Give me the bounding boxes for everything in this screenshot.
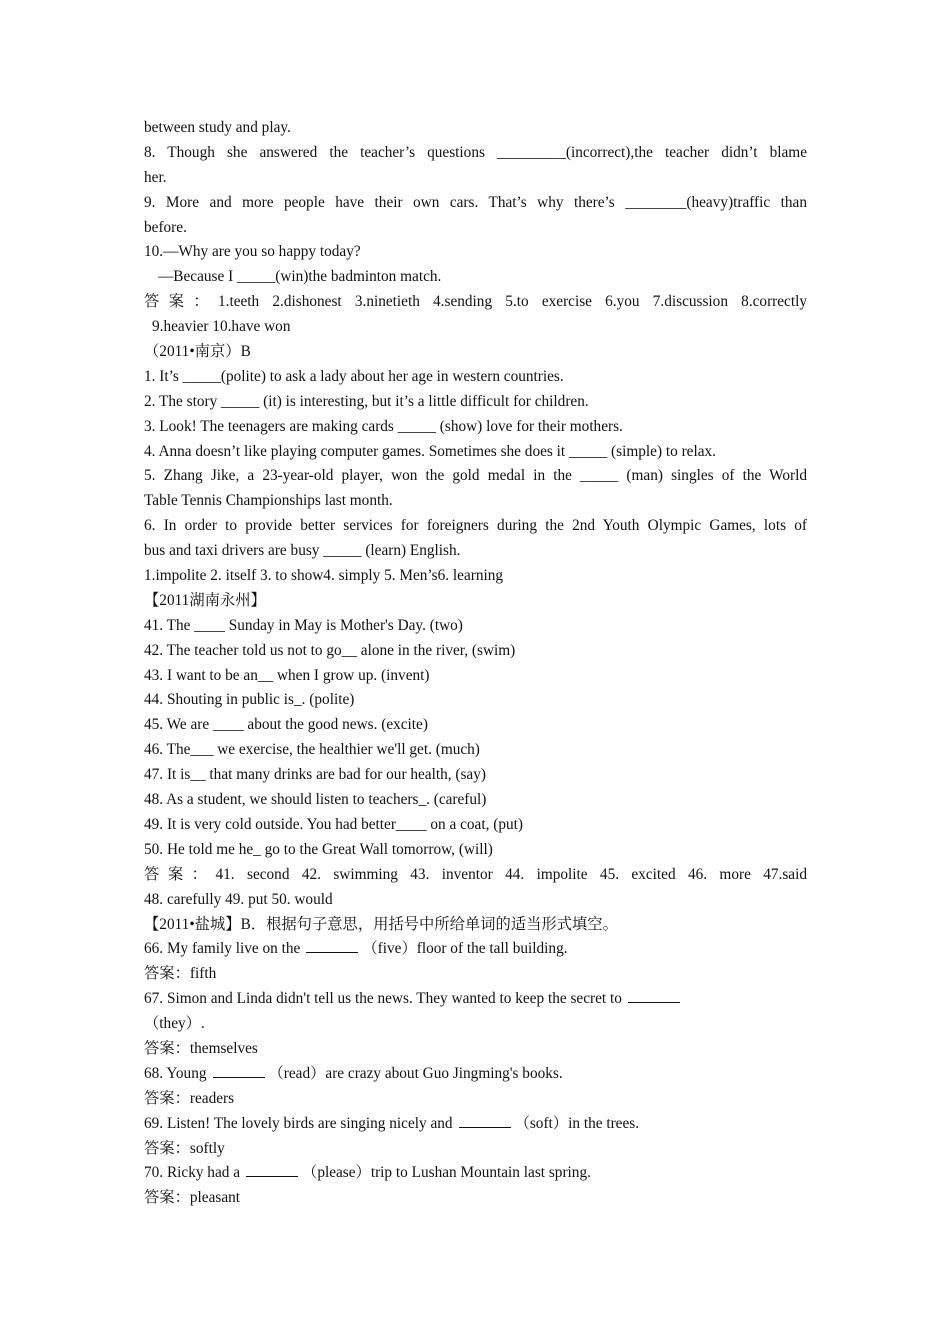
answer-blank (246, 1162, 298, 1177)
question-8: 8. Though she answered the teacher’s questions _________(incorrect),the teacher didn’t blame (144, 143, 807, 161)
question-text: 67. Simon and Linda didn't tell us the news. They wanted to keep the secret to (144, 990, 622, 1008)
question-line: 5. Zhang Jike, a 23-year-old player, won the gold medal in the _____ (man) singles of the World (144, 467, 807, 485)
answer-blank (628, 988, 680, 1003)
answer-blank (213, 1063, 265, 1078)
question-line: 45. We are ____ about the good news. (excite) (144, 716, 428, 734)
answer-line: 1.impolite 2. itself 3. to show4. simply 5. Men’s6. learning (144, 567, 504, 585)
question-10: 10.—Why are you so happy today? (144, 243, 361, 261)
question-text: 66. My family live on the (144, 940, 301, 958)
question-line: 48. As a student, we should listen to teachers_. (careful) (144, 791, 487, 809)
question-text: （soft）in the trees. (514, 1114, 640, 1132)
answer-blank (459, 1113, 511, 1128)
answer-line: 答案：41. second 42. swimming 43. inventor 44. impolite 45. excited 46. more 47.said (144, 865, 807, 883)
question-line: 41. The ____ Sunday in May is Mother's Day. (two) (144, 616, 463, 634)
answer-line: 9.heavier 10.have won (152, 318, 291, 336)
text-line: her. (144, 168, 167, 186)
text-line: Table Tennis Championships last month. (144, 492, 393, 510)
question-text: 69. Listen! The lovely birds are singing nicely and (144, 1114, 453, 1132)
question-line: 42. The teacher told us not to go__ alone in the river, (swim) (144, 641, 516, 659)
fill-question-66 (144, 937, 807, 962)
text-line: before. (144, 218, 187, 236)
question-text: 70. Ricky had a (144, 1164, 241, 1182)
question-line: 47. It is__ that many drinks are bad for our health, (say) (144, 766, 486, 784)
question-text: （read）are crazy about Guo Jingming's books. (268, 1064, 563, 1082)
question-text: （five）floor of the tall building. (362, 940, 568, 958)
question-line: 49. It is very cold outside. You had better____ on a coat, (put) (144, 815, 523, 833)
answer-line: 答案：fifth (144, 965, 217, 983)
fill-question-68 (144, 1062, 807, 1087)
question-text: 68. Young (144, 1064, 207, 1082)
question-text: （please）trip to Lushan Mountain last spring. (302, 1164, 591, 1182)
question-9: 9. More and more people have their own cars. That’s why there’s ________(heavy)traffic than (144, 193, 807, 211)
answer-line: 48. carefully 49. put 50. would (144, 890, 333, 908)
answer-line: 答案：pleasant (144, 1189, 241, 1207)
answer-line: 答案：1.teeth 2.dishonest 3.ninetieth 4.sending 5.to exercise 6.you 7.discussion 8.correctly (144, 293, 807, 311)
question-line: 1. It’s _____(polite) to ask a lady about her age in western countries. (144, 367, 564, 385)
text-line: —Because I _____(win)the badminton match. (158, 268, 442, 286)
answer-line: 答案：themselves (144, 1039, 258, 1057)
answer-line: 答案：readers (144, 1089, 235, 1107)
text-line: between study and play. (144, 119, 291, 136)
text-line: （they）. (144, 1015, 205, 1033)
question-line: 44. Shouting in public is_. (polite) (144, 691, 355, 709)
question-line: 4. Anna doesn’t like playing computer games. Sometimes she does it _____ (simple) to relax. (144, 442, 716, 460)
question-line: 3. Look! The teenagers are making cards _____ (show) love for their mothers. (144, 417, 623, 435)
question-line: 6. In order to provide better services for foreigners during the 2nd Youth Olympic Games, lots of (144, 517, 807, 535)
section-heading: 【2011•盐城】B．根据句子意思，用括号中所给单词的适当形式填空。 (144, 915, 618, 933)
text-line: bus and taxi drivers are busy _____ (learn) English. (144, 542, 461, 560)
question-line: 50. He told me he_ go to the Great Wall tomorrow, (will) (144, 840, 493, 858)
section-heading: （2011•南京）B (144, 343, 251, 361)
answer-blank (306, 938, 358, 953)
fill-question-70 (144, 1161, 807, 1186)
answer-line: 答案：softly (144, 1139, 225, 1157)
section-heading: 【2011湖南永州】 (144, 591, 266, 609)
fill-question-69 (144, 1112, 807, 1137)
question-line: 46. The___ we exercise, the healthier we'll get. (much) (144, 741, 480, 759)
question-line: 43. I want to be an__ when I grow up. (invent) (144, 666, 430, 684)
fill-question-67 (144, 987, 807, 1012)
document-page (144, 116, 807, 1211)
question-line: 2. The story _____ (it) is interesting, but it’s a little difficult for children. (144, 392, 589, 410)
